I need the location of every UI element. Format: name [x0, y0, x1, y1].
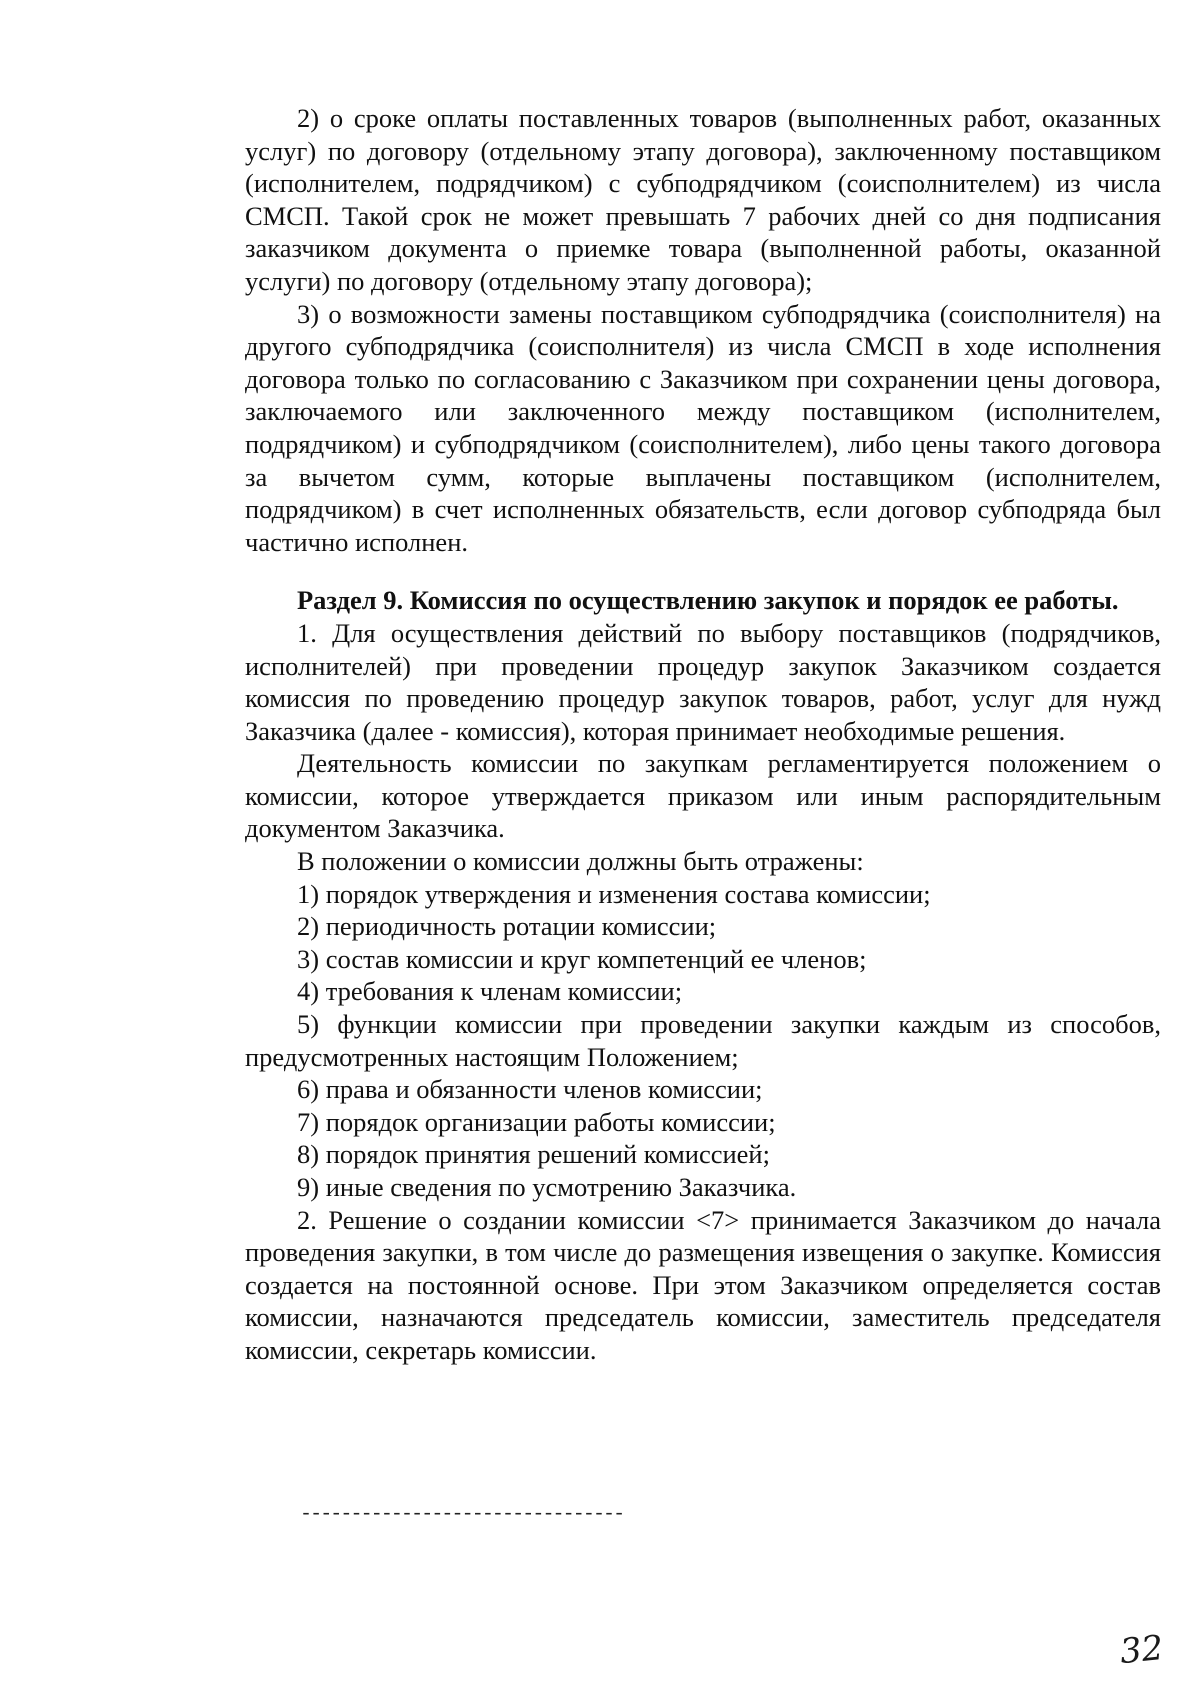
list-item: 5) функции комиссии при проведении закупки каждым из способов, предусмотренных настоящим Положением; [245, 1009, 1161, 1072]
document-body [245, 102, 1161, 1367]
list-item: 8) порядок принятия решений комиссией; [297, 1139, 770, 1170]
paragraph-payment-term: 2) о сроке оплаты поставленных товаров (выполненных работ, оказанных услуг) по договору (отдельному этапу договора), заключенному поставщиком (исполнителем, подрядчиком) с субподрядчиком (соисполнителем) из числа СМСП. Такой срок не может превышать 7 рабочих дней со дня подписания заказчиком документа о приемке товара (выполненной работы, оказанной услуги) по договору (отдельному этапу договора); [245, 103, 1161, 296]
footnote-separator: -------------------------------- [300, 1503, 624, 1526]
list-item: 2) периодичность ротации комиссии; [297, 911, 717, 942]
paragraph-commission-decision: 2. Решение о создании комиссии <7> принимается Заказчиком до начала проведения закупки, в том числе до размещения извещения о закупке. Комиссия создается на постоянной основе. При этом Заказчиком определяется состав комиссии, назначаются председатель комиссии, заместитель председателя комиссии, секретарь комиссии. [245, 1204, 1161, 1365]
list-item: 4) требования к членам комиссии; [297, 976, 683, 1007]
list-item: 6) права и обязанности членов комиссии; [297, 1074, 763, 1105]
handwritten-page-number: 32 [1118, 1627, 1166, 1673]
paragraph-commission-regulation: Деятельность комиссии по закупкам регламентируется положением о комиссии, которое утверждается приказом или иным распорядительным документом Заказчика. [245, 748, 1161, 844]
paragraph-list-intro: В положении о комиссии должны быть отражены: [297, 846, 864, 877]
list-item: 3) состав комиссии и круг компетенций ее членов; [297, 943, 867, 974]
commission-provisions-list [245, 878, 1161, 1204]
list-item: 9) иные сведения по усмотрению Заказчика. [297, 1172, 797, 1202]
list-item: 1) порядок утверждения и изменения состава комиссии; [297, 878, 931, 909]
paragraph-subcontractor-replacement: 3) о возможности замены поставщиком субподрядчика (соисполнителя) на другого субподрядчика (соисполнителя) из числа СМСП в ходе исполнения договора только по согласованию с Заказчиком при сохранении цены договора, заключаемого или заключенного между поставщиком (исполнителем, подрядчиком) и субподрядчиком (соисполнителем), либо цены такого договора за вычетом сумм, которые выплачены поставщиком (исполнителем, подрядчиком) в счет исполненных обязательств, если договор субподряда был частично исполнен. [245, 298, 1161, 557]
list-item: 7) порядок организации работы комиссии; [297, 1106, 776, 1137]
paragraph-commission-creation: 1. Для осуществления действий по выбору поставщиков (подрядчиков, исполнителей) при проведении процедур закупок Заказчиком создается комиссия по проведению процедур закупок товаров, работ, услуг для нужд Заказчика (далее - комиссия), которая принимает необходимые решения. [245, 617, 1161, 746]
section-heading: Раздел 9. Комиссия по осуществлению закупок и порядок ее работы. [297, 585, 1119, 616]
